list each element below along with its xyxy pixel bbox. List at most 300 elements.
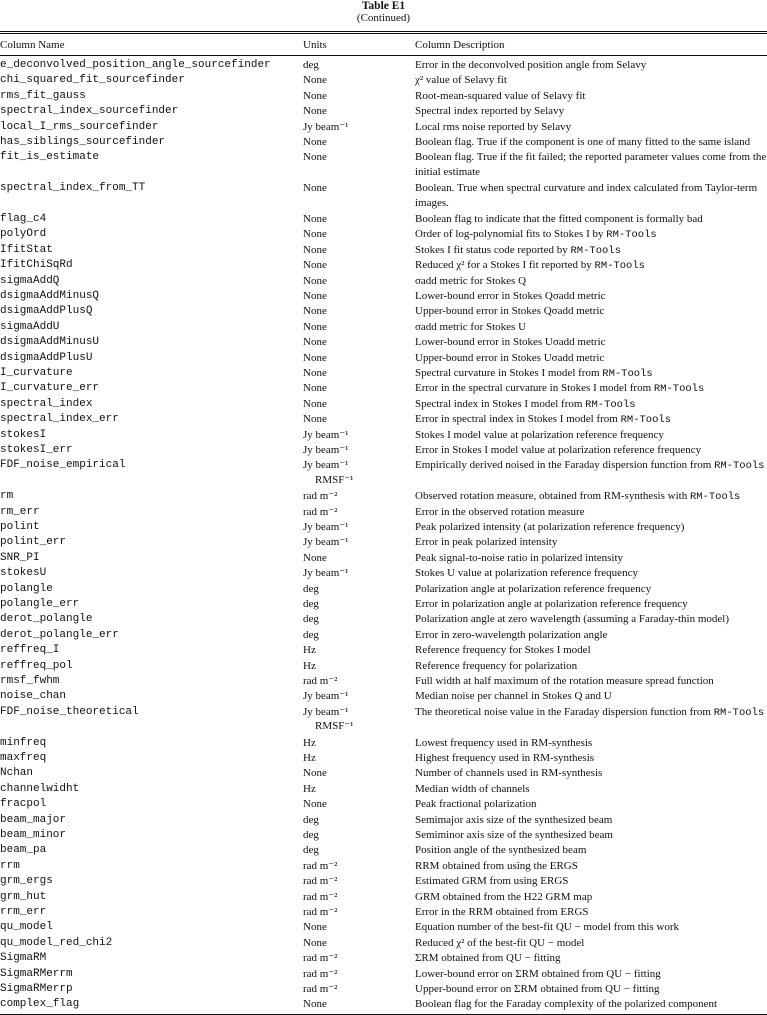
units-cell: [303, 843, 411, 858]
table-row: [0, 920, 767, 935]
description-cell: [415, 843, 767, 858]
table-row: [0, 874, 767, 889]
description-cell: [415, 73, 767, 88]
column-name-cell: polint_err: [0, 536, 67, 549]
units-cell: [303, 181, 411, 196]
description-cell: [415, 320, 767, 335]
table-row: [0, 181, 767, 212]
units-cell: [303, 890, 411, 905]
description-cell: [415, 967, 767, 982]
header-units: Units: [303, 39, 327, 51]
description-text: Error in Stokes I model value at polarization reference frequency: [415, 444, 702, 456]
table-row: [0, 120, 767, 135]
table-row: [0, 335, 767, 350]
description-cell: [415, 458, 767, 474]
description-text: Spectral index reported by Selavy: [415, 105, 565, 118]
description-cell: [415, 505, 767, 520]
table-row: [0, 843, 767, 858]
column-name-cell: SigmaRMerrp: [0, 983, 73, 995]
column-name-cell: IfitStat: [0, 243, 53, 256]
column-name-cell: I_curvature: [0, 367, 73, 379]
units-cell: [303, 274, 411, 289]
units-cell: [303, 397, 411, 412]
column-name-cell: FDF_noise_theoretical: [0, 705, 139, 718]
column-name-cell: SigmaRM: [0, 952, 47, 965]
description-cell: [415, 782, 767, 797]
description-text: Estimated GRM from using ERGS: [415, 875, 569, 888]
units-text: None: [303, 397, 327, 410]
column-name-cell: channelwidht: [0, 782, 80, 795]
table-row: [0, 58, 767, 73]
units-cell: [303, 89, 411, 104]
units-cell: [303, 705, 411, 734]
description-text: Error in zero-wavelength polarization angle: [415, 628, 608, 641]
column-name-cell: spectral_index: [0, 397, 93, 410]
units-text: None: [303, 259, 327, 272]
table-row: [0, 366, 767, 381]
description-text: Upper-bound error on ΣRM obtained from QU − fitting: [415, 983, 660, 995]
description-text: Boolean flag. True if the component is one of many fitted to the same island: [415, 136, 751, 148]
units-text: Jy beam⁻¹: [303, 120, 349, 133]
units-cell: [303, 505, 411, 520]
units-cell: [303, 813, 411, 828]
table-row: [0, 859, 767, 874]
table-row: [0, 982, 767, 997]
table-row: [0, 351, 767, 366]
table-row: [0, 397, 767, 412]
units-cell: [303, 351, 411, 366]
column-name-cell: grm_hut: [0, 890, 47, 903]
description-text: Boolean flag to indicate that the fitted component is formally bad: [415, 213, 703, 225]
table-row: [0, 258, 767, 273]
column-name-cell: beam_minor: [0, 829, 67, 841]
description-text: RRM obtained from using the ERGS: [415, 859, 578, 872]
description-cell: [415, 104, 767, 119]
table-row: [0, 520, 767, 535]
description-cell: [415, 920, 767, 935]
description-text: Root-mean-squared value of Selavy fit: [415, 89, 586, 102]
column-name-cell: rrm: [0, 859, 20, 872]
units-text: Jy beam⁻¹: [303, 705, 349, 718]
description-text: Position angle of the synthesized beam: [415, 844, 587, 857]
units-cell: [303, 120, 411, 135]
description-cell: [415, 705, 767, 721]
units-cell: [303, 736, 411, 751]
units-text: deg: [303, 844, 319, 857]
description-text: Local rms noise reported by Selavy: [415, 120, 572, 133]
table-row: [0, 766, 767, 781]
tool-name: RM-Tools: [713, 706, 765, 719]
table-row: [0, 582, 767, 597]
table-row: [0, 274, 767, 289]
units-cell: [303, 289, 411, 304]
tool-name: RM-Tools: [570, 244, 621, 257]
description-cell: [415, 535, 767, 550]
column-name-cell: dsigmaAddPlusQ: [0, 305, 93, 318]
column-name-cell: polint: [0, 521, 40, 533]
description-cell: [415, 335, 767, 350]
units-text: Jy beam⁻¹: [303, 428, 349, 441]
units-text: rad m⁻²: [303, 952, 338, 965]
units-text: None: [303, 320, 327, 333]
units-text: None: [303, 413, 327, 426]
units-text: deg: [303, 59, 319, 71]
description-text: Error in the observed rotation measure: [415, 505, 585, 518]
units-cell: [303, 782, 411, 797]
units-text: Hz: [303, 752, 316, 764]
header-description: Column Description: [415, 39, 505, 51]
description-text: Polarization angle at zero wavelength (assuming a Faraday-thin model): [415, 613, 730, 626]
units-cell: [303, 243, 411, 258]
tool-name: RM-Tools: [689, 491, 741, 504]
units-cell: [303, 535, 411, 550]
tool-name: RM-Tools: [594, 260, 645, 273]
description-text: Error in the spectral curvature in Stokes I model from: [415, 382, 654, 395]
description-cell: [415, 120, 767, 135]
units-text: None: [303, 89, 327, 102]
table-row: [0, 951, 767, 966]
units-text: None: [303, 105, 327, 118]
units-cell: [303, 905, 411, 920]
table-header: [0, 38, 767, 52]
units-cell: [303, 751, 411, 766]
column-name-cell: chi_squared_fit_sourcefinder: [0, 74, 185, 87]
column-name-cell: Nchan: [0, 767, 34, 780]
description-cell: [415, 982, 767, 997]
units-cell: [303, 335, 411, 350]
column-name-cell: spectral_index_sourcefinder: [0, 105, 179, 118]
units-text: deg: [303, 628, 319, 641]
description-cell: [415, 936, 767, 951]
column-name-cell: dsigmaAddPlusU: [0, 351, 93, 364]
units-text: Hz: [303, 659, 316, 672]
units-cell: [303, 628, 411, 643]
table-row: [0, 797, 767, 812]
column-name-cell: stokesI: [0, 428, 47, 441]
column-name-cell: qu_model_red_chi2: [0, 936, 113, 949]
units-text: None: [303, 213, 327, 225]
units-cell: [303, 597, 411, 612]
description-cell: [415, 89, 767, 104]
units-cell: [303, 643, 411, 658]
units-text: rad m⁻²: [303, 875, 338, 888]
column-name-cell: spectral_index_err: [0, 413, 119, 426]
table-row: [0, 89, 767, 104]
units-cell: [303, 443, 411, 458]
description-cell: [415, 997, 767, 1012]
description-cell: [415, 751, 767, 766]
description-cell: [415, 366, 767, 382]
description-cell: [415, 859, 767, 874]
description-text: Boolean flag for the Faraday complexity of the polarized component: [415, 998, 718, 1011]
description-cell: [415, 828, 767, 843]
table-row: [0, 905, 767, 920]
description-cell: [415, 520, 767, 535]
units-text: None: [303, 336, 327, 349]
units-cell: [303, 320, 411, 335]
column-name-cell: reffreq_I: [0, 644, 60, 657]
units-text: None: [303, 74, 327, 87]
description-text: Boolean. True when spectral curvature and index calculated from Taylor-term images.: [415, 182, 758, 209]
column-name-cell: dsigmaAddMinusQ: [0, 290, 100, 302]
table-row: [0, 705, 767, 736]
table-row: [0, 243, 767, 258]
description-text: The theoretical noise value in the Faraday dispersion function from: [415, 705, 714, 718]
table-row: [0, 967, 767, 982]
description-cell: [415, 243, 767, 259]
description-text: Median width of channels: [415, 782, 530, 795]
units-text: rad m⁻²: [303, 505, 338, 518]
units-cell: [303, 551, 411, 566]
units-cell: [303, 58, 411, 73]
units-cell: [303, 859, 411, 874]
column-name-cell: qu_model: [0, 921, 53, 934]
description-text: Error in peak polarized intensity: [415, 536, 558, 549]
description-cell: [415, 212, 767, 227]
units-text: rad m⁻²: [303, 490, 338, 503]
description-cell: [415, 443, 767, 458]
units-text: None: [303, 136, 327, 148]
column-name-cell: SigmaRMerrm: [0, 967, 73, 980]
table-subtitle: (Continued): [356, 12, 411, 24]
description-text: Error in spectral index in Stokes I model from: [415, 413, 621, 426]
description-text: Reduced χ² of the best-fit QU − model: [415, 936, 585, 949]
column-name-cell: rmsf_fwhm: [0, 675, 60, 687]
units-cell: [303, 967, 411, 982]
units-text: Jy beam⁻¹: [303, 567, 349, 580]
column-name-cell: polangle: [0, 582, 53, 595]
table-row: [0, 212, 767, 227]
description-text: Spectral index in Stokes I model from: [415, 397, 586, 410]
description-text: Reference frequency for polarization: [415, 659, 578, 672]
units-text: None: [303, 228, 327, 241]
table-row: [0, 458, 767, 489]
table-row: [0, 104, 767, 119]
column-name-cell: sigmaAddQ: [0, 274, 60, 287]
table-row: [0, 443, 767, 458]
column-name-cell: fit_is_estimate: [0, 151, 100, 164]
table-row: [0, 320, 767, 335]
units-text: Hz: [303, 736, 316, 749]
description-text: Reduced χ² for a Stokes I fit reported by: [415, 259, 595, 272]
table-row: [0, 150, 767, 181]
column-name-cell: has_siblings_sourcefinder: [0, 136, 166, 148]
units-text: Jy beam⁻¹: [303, 690, 349, 703]
description-text: ΣRM obtained from QU − fitting: [415, 952, 561, 965]
units-text: rad m⁻²: [303, 967, 338, 980]
column-name-cell: rm_err: [0, 505, 40, 518]
units-cell: [303, 951, 411, 966]
units-cell: [303, 520, 411, 535]
top-rule-double: [0, 33, 767, 34]
units-text: None: [303, 921, 327, 934]
column-name-cell: beam_pa: [0, 844, 47, 857]
description-text: Stokes I fit status code reported by: [415, 243, 571, 256]
table-row: [0, 289, 767, 304]
table-row: [0, 135, 767, 150]
table-row: [0, 689, 767, 704]
description-cell: [415, 674, 767, 689]
description-text: Error in polarization angle at polarization reference frequency: [415, 598, 688, 610]
units-text: Jy beam⁻¹: [303, 521, 349, 533]
units-cell: [303, 566, 411, 581]
units-text: None: [303, 998, 327, 1011]
units-cell: [303, 227, 411, 242]
units-cell: [303, 366, 411, 381]
tool-name: RM-Tools: [602, 368, 653, 380]
column-name-cell: beam_major: [0, 813, 67, 826]
units-cell: [303, 997, 411, 1012]
table-row: [0, 381, 767, 396]
column-name-cell: FDF_noise_empirical: [0, 459, 126, 472]
tool-name: RM-Tools: [620, 414, 672, 427]
description-text: Lower-bound error in Stokes Uσadd metric: [415, 336, 606, 349]
units-text: None: [303, 936, 327, 949]
description-text: Boolean flag. True if the fit failed; the reported parameter values come from the initial estimate: [415, 151, 767, 178]
description-text: Peak polarized intensity (at polarization reference frequency): [415, 521, 685, 533]
description-cell: [415, 582, 767, 597]
table-row: [0, 535, 767, 550]
column-name-cell: SNR_PI: [0, 551, 40, 564]
units-text: None: [303, 151, 327, 164]
column-name-cell: fracpol: [0, 798, 47, 811]
units-cell: [303, 428, 411, 443]
description-text: Upper-bound error in Stokes Uσadd metric: [415, 351, 605, 364]
description-cell: [415, 874, 767, 889]
description-cell: [415, 813, 767, 828]
units-text: None: [303, 351, 327, 364]
column-name-cell: noise_chan: [0, 690, 67, 703]
description-cell: [415, 489, 767, 505]
units-text: None: [303, 290, 327, 302]
units-cell: [303, 982, 411, 997]
units-text-continued: RMSF⁻¹: [315, 473, 354, 486]
description-cell: [415, 551, 767, 566]
description-cell: [415, 274, 767, 289]
table-row: [0, 643, 767, 658]
units-text: deg: [303, 829, 319, 841]
table-row: [0, 936, 767, 951]
table-row: [0, 566, 767, 581]
description-cell: [415, 659, 767, 674]
description-text: Semiminor axis size of the synthesized beam: [415, 829, 613, 841]
header-column-name: Column Name: [0, 39, 65, 51]
description-cell: [415, 689, 767, 704]
description-text: Stokes I model value at polarization reference frequency: [415, 428, 664, 441]
units-cell: [303, 412, 411, 427]
description-cell: [415, 381, 767, 397]
description-cell: [415, 181, 767, 210]
column-name-cell: stokesU: [0, 567, 47, 580]
description-cell: [415, 951, 767, 966]
units-text: rad m⁻²: [303, 906, 338, 918]
description-cell: [415, 227, 767, 243]
column-name-cell: derot_polangle: [0, 613, 93, 626]
units-text: deg: [303, 813, 319, 826]
table-row: [0, 428, 767, 443]
column-name-cell: stokesI_err: [0, 444, 73, 456]
units-text: Hz: [303, 782, 316, 795]
description-text: Peak fractional polarization: [415, 798, 537, 811]
table-row: [0, 597, 767, 612]
table-row: [0, 551, 767, 566]
description-cell: [415, 351, 767, 366]
column-name-cell: spectral_index_from_TT: [0, 182, 146, 195]
units-cell: [303, 582, 411, 597]
table-row: [0, 505, 767, 520]
column-name-cell: dsigmaAddMinusU: [0, 336, 100, 349]
units-text: deg: [303, 598, 319, 610]
column-name-cell: I_curvature_err: [0, 382, 100, 395]
units-text: rad m⁻²: [303, 859, 338, 872]
units-text: Hz: [303, 644, 316, 657]
description-cell: [415, 150, 767, 179]
units-text: None: [303, 243, 327, 256]
tool-name: RM-Tools: [585, 398, 636, 411]
description-cell: [415, 628, 767, 643]
description-text: Observed rotation measure, obtained from RM-synthesis with: [415, 490, 690, 503]
description-text: σadd metric for Stokes Q: [415, 274, 527, 287]
description-cell: [415, 797, 767, 812]
description-cell: [415, 289, 767, 304]
description-cell: [415, 566, 767, 581]
description-cell: [415, 643, 767, 658]
units-text: None: [303, 551, 327, 564]
units-cell: [303, 489, 411, 504]
column-name-cell: sigmaAddU: [0, 320, 60, 333]
units-cell: [303, 920, 411, 935]
column-name-cell: flag_c4: [0, 213, 47, 225]
units-cell: [303, 381, 411, 396]
units-cell: [303, 936, 411, 951]
table-row: [0, 782, 767, 797]
table-row: [0, 736, 767, 751]
column-name-cell: rrm_err: [0, 906, 47, 918]
units-text: Jy beam⁻¹: [303, 444, 349, 456]
description-cell: [415, 428, 767, 443]
units-cell: [303, 797, 411, 812]
units-text: None: [303, 767, 327, 780]
column-name-cell: derot_polangle_err: [0, 628, 119, 641]
column-name-cell: polangle_err: [0, 598, 80, 610]
column-name-cell: rm: [0, 490, 14, 503]
table-row: [0, 304, 767, 319]
description-text: Peak signal-to-noise ratio in polarized intensity: [415, 551, 624, 564]
units-text: None: [303, 182, 327, 195]
column-name-cell: local_I_rms_sourcefinder: [0, 120, 159, 133]
column-name-cell: reffreq_pol: [0, 659, 73, 672]
units-cell: [303, 674, 411, 689]
description-cell: [415, 135, 767, 150]
description-text: Error in the RRM obtained from ERGS: [415, 906, 589, 918]
tool-name: RM-Tools: [606, 229, 657, 242]
top-rule: [0, 31, 767, 32]
units-cell: [303, 304, 411, 319]
table-row: [0, 412, 767, 427]
units-cell: [303, 689, 411, 704]
column-name-cell: maxfreq: [0, 752, 47, 764]
table-row: [0, 612, 767, 627]
description-text: Order of log-polynomial fits to Stokes I by: [415, 228, 607, 241]
description-cell: [415, 597, 767, 612]
table-row: [0, 73, 767, 88]
units-cell: [303, 458, 411, 487]
units-text-continued: RMSF⁻¹: [315, 720, 354, 733]
units-cell: [303, 258, 411, 273]
description-text: Polarization angle at polarization reference frequency: [415, 582, 652, 595]
units-text: None: [303, 367, 327, 379]
description-text: Stokes U value at polarization reference frequency: [415, 567, 638, 580]
